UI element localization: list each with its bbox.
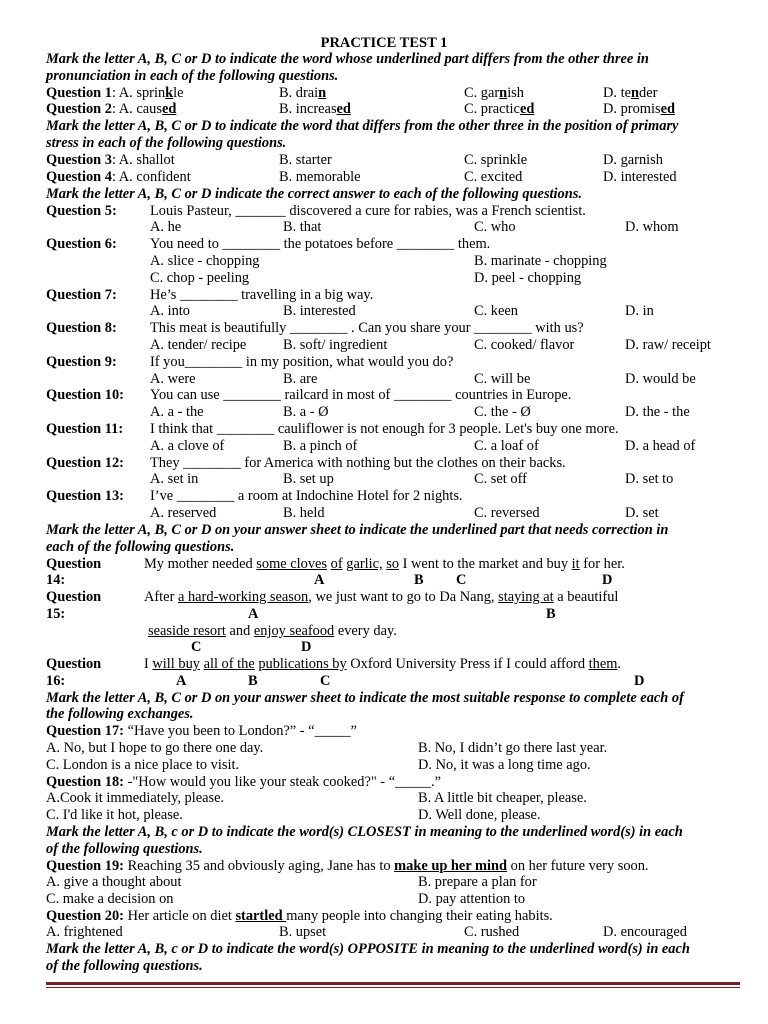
question-3 <box>46 152 740 169</box>
option-b: B. increased <box>279 101 351 117</box>
footer-rule-thick <box>46 982 740 985</box>
option-d: D. the - the <box>625 404 690 420</box>
question-15-markers <box>46 606 740 623</box>
question-label: Question 8: <box>46 320 117 336</box>
question-12 <box>46 455 740 472</box>
marker-b: B <box>414 572 424 588</box>
question-13 <box>46 488 740 505</box>
option-c: C. who <box>474 219 516 235</box>
marker-a: A <box>248 606 259 622</box>
option-c: C. will be <box>474 371 531 387</box>
question-stem: -"How would you like your steak cooked?" - “_____.” <box>123 774 442 790</box>
question-label: Question 2 <box>46 101 112 117</box>
question-2 <box>46 101 740 118</box>
question-20-options <box>46 924 740 941</box>
question-label-number: 14: <box>46 572 66 588</box>
option-c: C. I'd like it hot, please. <box>46 807 183 823</box>
marker-c: C <box>456 572 467 588</box>
marker-c: C <box>191 639 202 655</box>
question-15-cont <box>46 623 740 640</box>
option-a: A. were <box>150 371 196 387</box>
question-11-options <box>46 438 740 455</box>
question-13-options <box>46 505 740 522</box>
option-b: B. marinate - chopping <box>474 253 607 269</box>
question-stem: Her article on diet startled many people into changing their eating habits. <box>123 908 553 924</box>
marker-d: D <box>634 673 645 689</box>
marker-c: C <box>320 673 331 689</box>
option-a: : A. shallot <box>111 152 175 168</box>
option-a: A.Cook it immediately, please. <box>46 790 225 806</box>
question-stem: You need to ________ the potatoes before ________ them. <box>150 236 491 252</box>
question-16 <box>46 656 740 673</box>
question-6-options-cd <box>46 270 740 287</box>
question-stem: Reaching 35 and obviously aging, Jane has to make up her mind on her future very soon. <box>123 858 649 874</box>
question-label: Question 3 <box>46 152 112 168</box>
option-c: C. sprinkle <box>464 152 528 168</box>
question-sentence: I will buy all of the publications by Oxford University Press if I could afford them. <box>144 656 622 672</box>
option-d: D. a head of <box>625 438 696 454</box>
option-b: B. that <box>283 219 322 235</box>
instruction-error: Mark the letter A, B, C or D on your answer sheet to indicate the underlined part that needs correction in <box>46 522 669 538</box>
question-label: Question 10: <box>46 387 124 403</box>
question-label: Question 19: <box>46 858 124 874</box>
question-18-options-cd <box>46 807 740 824</box>
question-label: Question 12: <box>46 455 124 471</box>
marker-b: B <box>546 606 556 622</box>
marker-d: D <box>301 639 312 655</box>
question-17 <box>46 723 740 740</box>
instruction-error-cont: each of the following questions. <box>46 539 235 555</box>
option-c: C. London is a nice place to visit. <box>46 757 240 773</box>
option-b: B. memorable <box>279 169 361 185</box>
option-d: D. tender <box>603 85 658 101</box>
instruction-pronunciation-cont: pronunciation in each of the following questions. <box>46 68 339 84</box>
option-c: C. set off <box>474 471 527 487</box>
question-9 <box>46 354 740 371</box>
instruction-stress-cont: stress in each of the following questions. <box>46 135 287 151</box>
instruction-closest: Mark the letter A, B, c or D to indicate the word(s) CLOSEST in meaning to the underlined word(s) in each <box>46 824 683 840</box>
question-15 <box>46 589 740 606</box>
page-title: PRACTICE TEST 1 <box>320 35 448 51</box>
question-7 <box>46 287 740 304</box>
instruction-opposite: Mark the letter A, B, c or D to indicate the word(s) OPPOSITE in meaning to the underlined word(s) in each <box>46 941 690 957</box>
marker-d: D <box>602 572 613 588</box>
instruction-correct-answer: Mark the letter A, B, C or D indicate the correct answer to each of the following questions. <box>46 186 582 202</box>
option-b: B. A little bit cheaper, please. <box>418 790 587 806</box>
option-d: D. promised <box>603 101 675 117</box>
question-label: Question <box>46 589 102 605</box>
question-stem: I’ve ________ a room at Indochine Hotel for 2 nights. <box>150 488 463 504</box>
instruction-pronunciation: Mark the letter A, B, C or D to indicate the word whose underlined part differs from the other three in <box>46 51 649 67</box>
option-c: C. practiced <box>464 101 535 117</box>
option-b: B. a - Ø <box>283 404 329 420</box>
option-a: A. he <box>150 219 182 235</box>
question-stem: He’s ________ travelling in a big way. <box>150 287 374 303</box>
option-b: B. set up <box>283 471 334 487</box>
question-6-options-ab <box>46 253 740 270</box>
option-d: D. set <box>625 505 659 521</box>
question-19 <box>46 858 740 875</box>
question-9-options <box>46 371 740 388</box>
question-label: Question 13: <box>46 488 124 504</box>
question-label: Question 5: <box>46 203 117 219</box>
option-b: B. a pinch of <box>283 438 358 454</box>
question-17-options-ab <box>46 740 740 757</box>
option-a: A. set in <box>150 471 199 487</box>
instruction-closest-cont: of the following questions. <box>46 841 203 857</box>
option-b: B. soft/ ingredient <box>283 337 388 353</box>
option-d: D. peel - chopping <box>474 270 582 286</box>
question-4 <box>46 169 740 186</box>
option-a: A. tender/ recipe <box>150 337 247 353</box>
question-sentence: After a hard-working season, we just want to go to Da Nang, staying at a beautiful <box>144 589 619 605</box>
option-a: A. frightened <box>46 924 123 940</box>
instruction-opposite-cont: of the following questions. <box>46 958 203 974</box>
instruction-response: Mark the letter A, B, C or D on your answer sheet to indicate the most suitable response to complete each of <box>46 690 684 706</box>
option-d: D. in <box>625 303 654 319</box>
option-d: D. encouraged <box>603 924 687 940</box>
question-8 <box>46 320 740 337</box>
question-7-options <box>46 303 740 320</box>
question-18 <box>46 774 740 791</box>
option-b: B. starter <box>279 152 332 168</box>
question-10-options <box>46 404 740 421</box>
question-label: Question 9: <box>46 354 117 370</box>
option-d: D. interested <box>603 169 677 185</box>
question-label: Question 18: <box>46 774 124 790</box>
option-c: C. a loaf of <box>474 438 539 454</box>
question-label: Question <box>46 656 102 672</box>
marker-a: A <box>314 572 325 588</box>
option-a: : A. sprinkle <box>111 85 184 101</box>
question-stem: I think that ________ cauliflower is not enough for 3 people. Let's buy one more. <box>150 421 619 437</box>
option-a: A. give a thought about <box>46 874 182 890</box>
option-a: A. a - the <box>150 404 204 420</box>
option-b: B. drain <box>279 85 327 101</box>
option-d: D. set to <box>625 471 674 487</box>
question-15-markers-cd <box>46 639 740 656</box>
option-c: C. make a decision on <box>46 891 174 907</box>
option-a: A. reserved <box>150 505 217 521</box>
option-a: A. into <box>150 303 190 319</box>
question-label: Question 17: <box>46 723 124 739</box>
question-11 <box>46 421 740 438</box>
question-6 <box>46 236 740 253</box>
question-19-options-cd <box>46 891 740 908</box>
option-b: B. upset <box>279 924 327 940</box>
question-stem: They ________ for America with nothing but the clothes on their backs. <box>150 455 566 471</box>
question-label: Question 6: <box>46 236 117 252</box>
question-10 <box>46 387 740 404</box>
question-1 <box>46 85 740 102</box>
instruction-response-cont: the following exchanges. <box>46 706 194 722</box>
question-stem: This meat is beautifully ________ . Can you share your ________ with us? <box>150 320 584 336</box>
option-d: D. whom <box>625 219 679 235</box>
option-c: C. excited <box>464 169 523 185</box>
question-label: Question 7: <box>46 287 117 303</box>
option-d: D. garnish <box>603 152 663 168</box>
instruction-stress: Mark the letter A, B, C or D to indicate the word that differs from the other three in the position of primary <box>46 118 679 134</box>
question-label-number: 16: <box>46 673 66 689</box>
question-14-markers <box>46 572 740 589</box>
option-b: B. held <box>283 505 325 521</box>
question-stem: You can use ________ railcard in most of ________ countries in Europe. <box>150 387 572 403</box>
question-12-options <box>46 471 740 488</box>
footer-rule-thin <box>46 987 740 988</box>
question-stem: Louis Pasteur, _______ discovered a cure for rabies, was a French scientist. <box>150 203 586 219</box>
question-stem: “Have you been to London?” - “_____” <box>123 723 357 739</box>
option-b: B. No, I didn’t go there last year. <box>418 740 608 756</box>
option-a: A. No, but I hope to go there one day. <box>46 740 264 756</box>
question-label: Question <box>46 556 102 572</box>
option-d: D. would be <box>625 371 696 387</box>
option-d: D. raw/ receipt <box>625 337 711 353</box>
question-label-number: 15: <box>46 606 66 622</box>
question-19-options-ab <box>46 874 740 891</box>
option-a: : A. caused <box>111 101 177 117</box>
question-label: Question 11: <box>46 421 124 437</box>
marker-a: A <box>176 673 187 689</box>
option-d: D. Well done, please. <box>418 807 541 823</box>
option-c: C. chop - peeling <box>150 270 250 286</box>
question-5 <box>46 203 740 220</box>
option-a: A. a clove of <box>150 438 225 454</box>
question-17-options-cd <box>46 757 740 774</box>
option-c: C. reversed <box>474 505 540 521</box>
question-16-markers <box>46 673 740 690</box>
option-c: C. rushed <box>464 924 520 940</box>
option-d: D. pay attention to <box>418 891 526 907</box>
question-label: Question 20: <box>46 908 124 924</box>
question-sentence-cont: seaside resort and enjoy seafood every day. <box>148 623 397 639</box>
question-5-options <box>46 219 740 236</box>
question-sentence: My mother needed some cloves of garlic, so I went to the market and buy it for her. <box>144 556 625 572</box>
question-18-options-ab <box>46 790 740 807</box>
question-8-options <box>46 337 740 354</box>
option-b: B. prepare a plan for <box>418 874 537 890</box>
question-label: Question 1 <box>46 85 112 101</box>
question-14 <box>46 556 740 573</box>
option-b: B. interested <box>283 303 356 319</box>
option-a: : A. confident <box>111 169 191 185</box>
option-c: C. garnish <box>464 85 524 101</box>
marker-b: B <box>248 673 258 689</box>
option-d: D. No, it was a long time ago. <box>418 757 591 773</box>
option-a: A. slice - chopping <box>150 253 260 269</box>
option-c: C. the - Ø <box>474 404 531 420</box>
option-b: B. are <box>283 371 318 387</box>
option-c: C. cooked/ flavor <box>474 337 575 353</box>
question-label: Question 4 <box>46 169 112 185</box>
question-stem: If you________ in my position, what would you do? <box>150 354 454 370</box>
option-c: C. keen <box>474 303 518 319</box>
question-20 <box>46 908 740 925</box>
